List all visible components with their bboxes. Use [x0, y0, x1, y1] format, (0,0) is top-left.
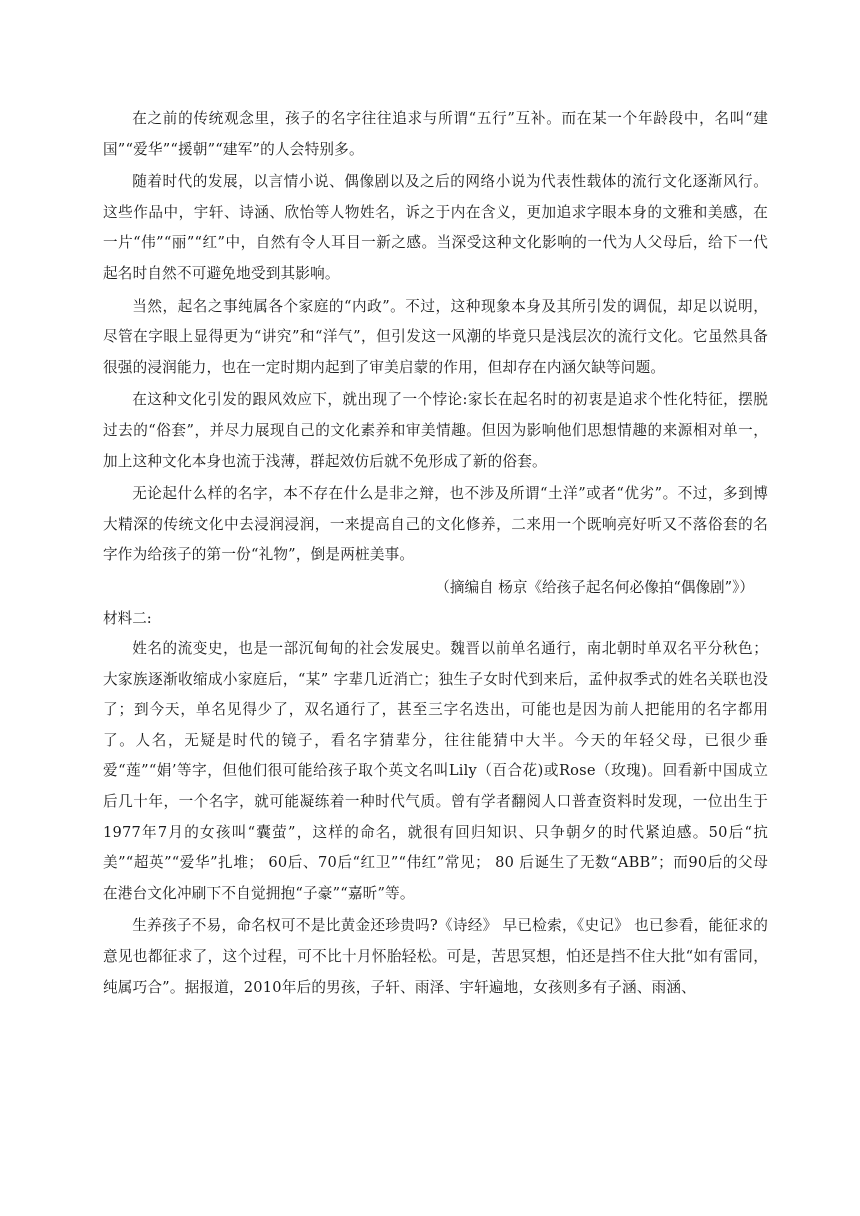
paragraph: 在这种文化引发的跟风效应下，就出现了一个悖论:家长在起名时的初衷是追求个性化特征，摆脱过去的“俗套”，并尽力展现自己的文化素养和审美情趣。但因为影响他们思想情趣的来源相对单一，加上这种文化本身也流于浅薄，群起效仿后就不免形成了新的俗套。 — [103, 391, 768, 470]
paragraph: 在之前的传统观念里，孩子的名字往往追求与所谓“五行”互补。而在某一个年龄段中，名叫“建国”“爱华”“援朝”“建军”的人会特别多。 — [103, 110, 768, 158]
paragraph: 无论起什么样的名字，本不存在什么是非之辩，也不涉及所谓“土洋”或者“优劣”。不过，多到博大精深的传统文化中去浸润浸润，一来提高自己的文化修养，二来用一个既响亮好听又不落俗套的名字作为给孩子的第一份“礼物”，倒是两桩美事。 — [103, 485, 768, 564]
section-heading: 材料二: — [103, 609, 152, 627]
paragraph: 随着时代的发展，以言情小说、偶像剧以及之后的网络小说为代表性载体的流行文化逐渐风行。这些作品中，宇轩、诗涵、欣怡等人物姓名，诉之于内在含义，更加追求字眼本身的文雅和美感，在一片“伟”“丽”“红”中，自然有令人耳目一新之感。当深受这种文化影响的一代为人父母后，给下一代起名时自然不可避免地受到其影响。 — [103, 173, 768, 282]
document-page — [103, 104, 768, 1003]
paragraph: 生养孩子不易，命名权可不是比黄金还珍贵吗?《诗经》 早已检索，《史记》 也已参看，能征求的意见也都征求了，这个过程，可不比十月怀胎轻松。可是，苦思冥想，怕还是挡不住大批“如有雷同，纯属巧合”。据报道，2010年后的男孩，子轩、雨泽、宇轩遍地，女孩则多有子涵、雨涵、 — [103, 917, 768, 996]
paragraph: 姓名的流变史，也是一部沉甸甸的社会发展史。魏晋以前单名通行，南北朝时单双名平分秋色；大家族逐渐收缩成小家庭后，“某” 字辈几近消亡；独生子女时代到来后，孟仲叔季式的姓名关联也没了；到今天，单名见得少了，双名通行了，甚至三字名迭出，可能也是因为前人把能用的名字都用了。人名，无疑是时代的镜子，看名字猜辈分，往往能猜中大半。今天的年轻父母，已很少垂爱“莲”“娟’等字，但他们很可能给孩子取个英文名叫Lily（百合花)或Rose（玫瑰)。回看新中国成立后几十年，一个名字，就可能凝练着一种时代气质。曾有学者翻阅人口普查资料时发现，一位出生于1977年7月的女孩叫“囊萤”，这样的命名，就很有回归知识、只争朝夕的时代紧迫感。50后“抗美”“超英”“爱华”扎堆； 60后、70后“红卫”“伟红”常见； 80 后诞生了无数“ABB”；而90后的父母在港台文化冲刷下不自觉拥抱“子豪”“嘉昕”等。 — [103, 640, 768, 902]
source-citation: （摘编自 杨京《给孩子起名何必像拍“偶像剧”》） — [435, 578, 754, 596]
paragraph: 当然，起名之事纯属各个家庭的“内政”。不过，这种现象本身及其所引发的调侃，却足以说明，尽管在字眼上显得更为“讲究”和“洋气”，但引发这一风潮的毕竟只是浅层次的流行文化。它虽然具备很强的浸润能力，也在一定时期内起到了审美启蒙的作用，但却存在内涵欠缺等问题。 — [103, 297, 768, 376]
